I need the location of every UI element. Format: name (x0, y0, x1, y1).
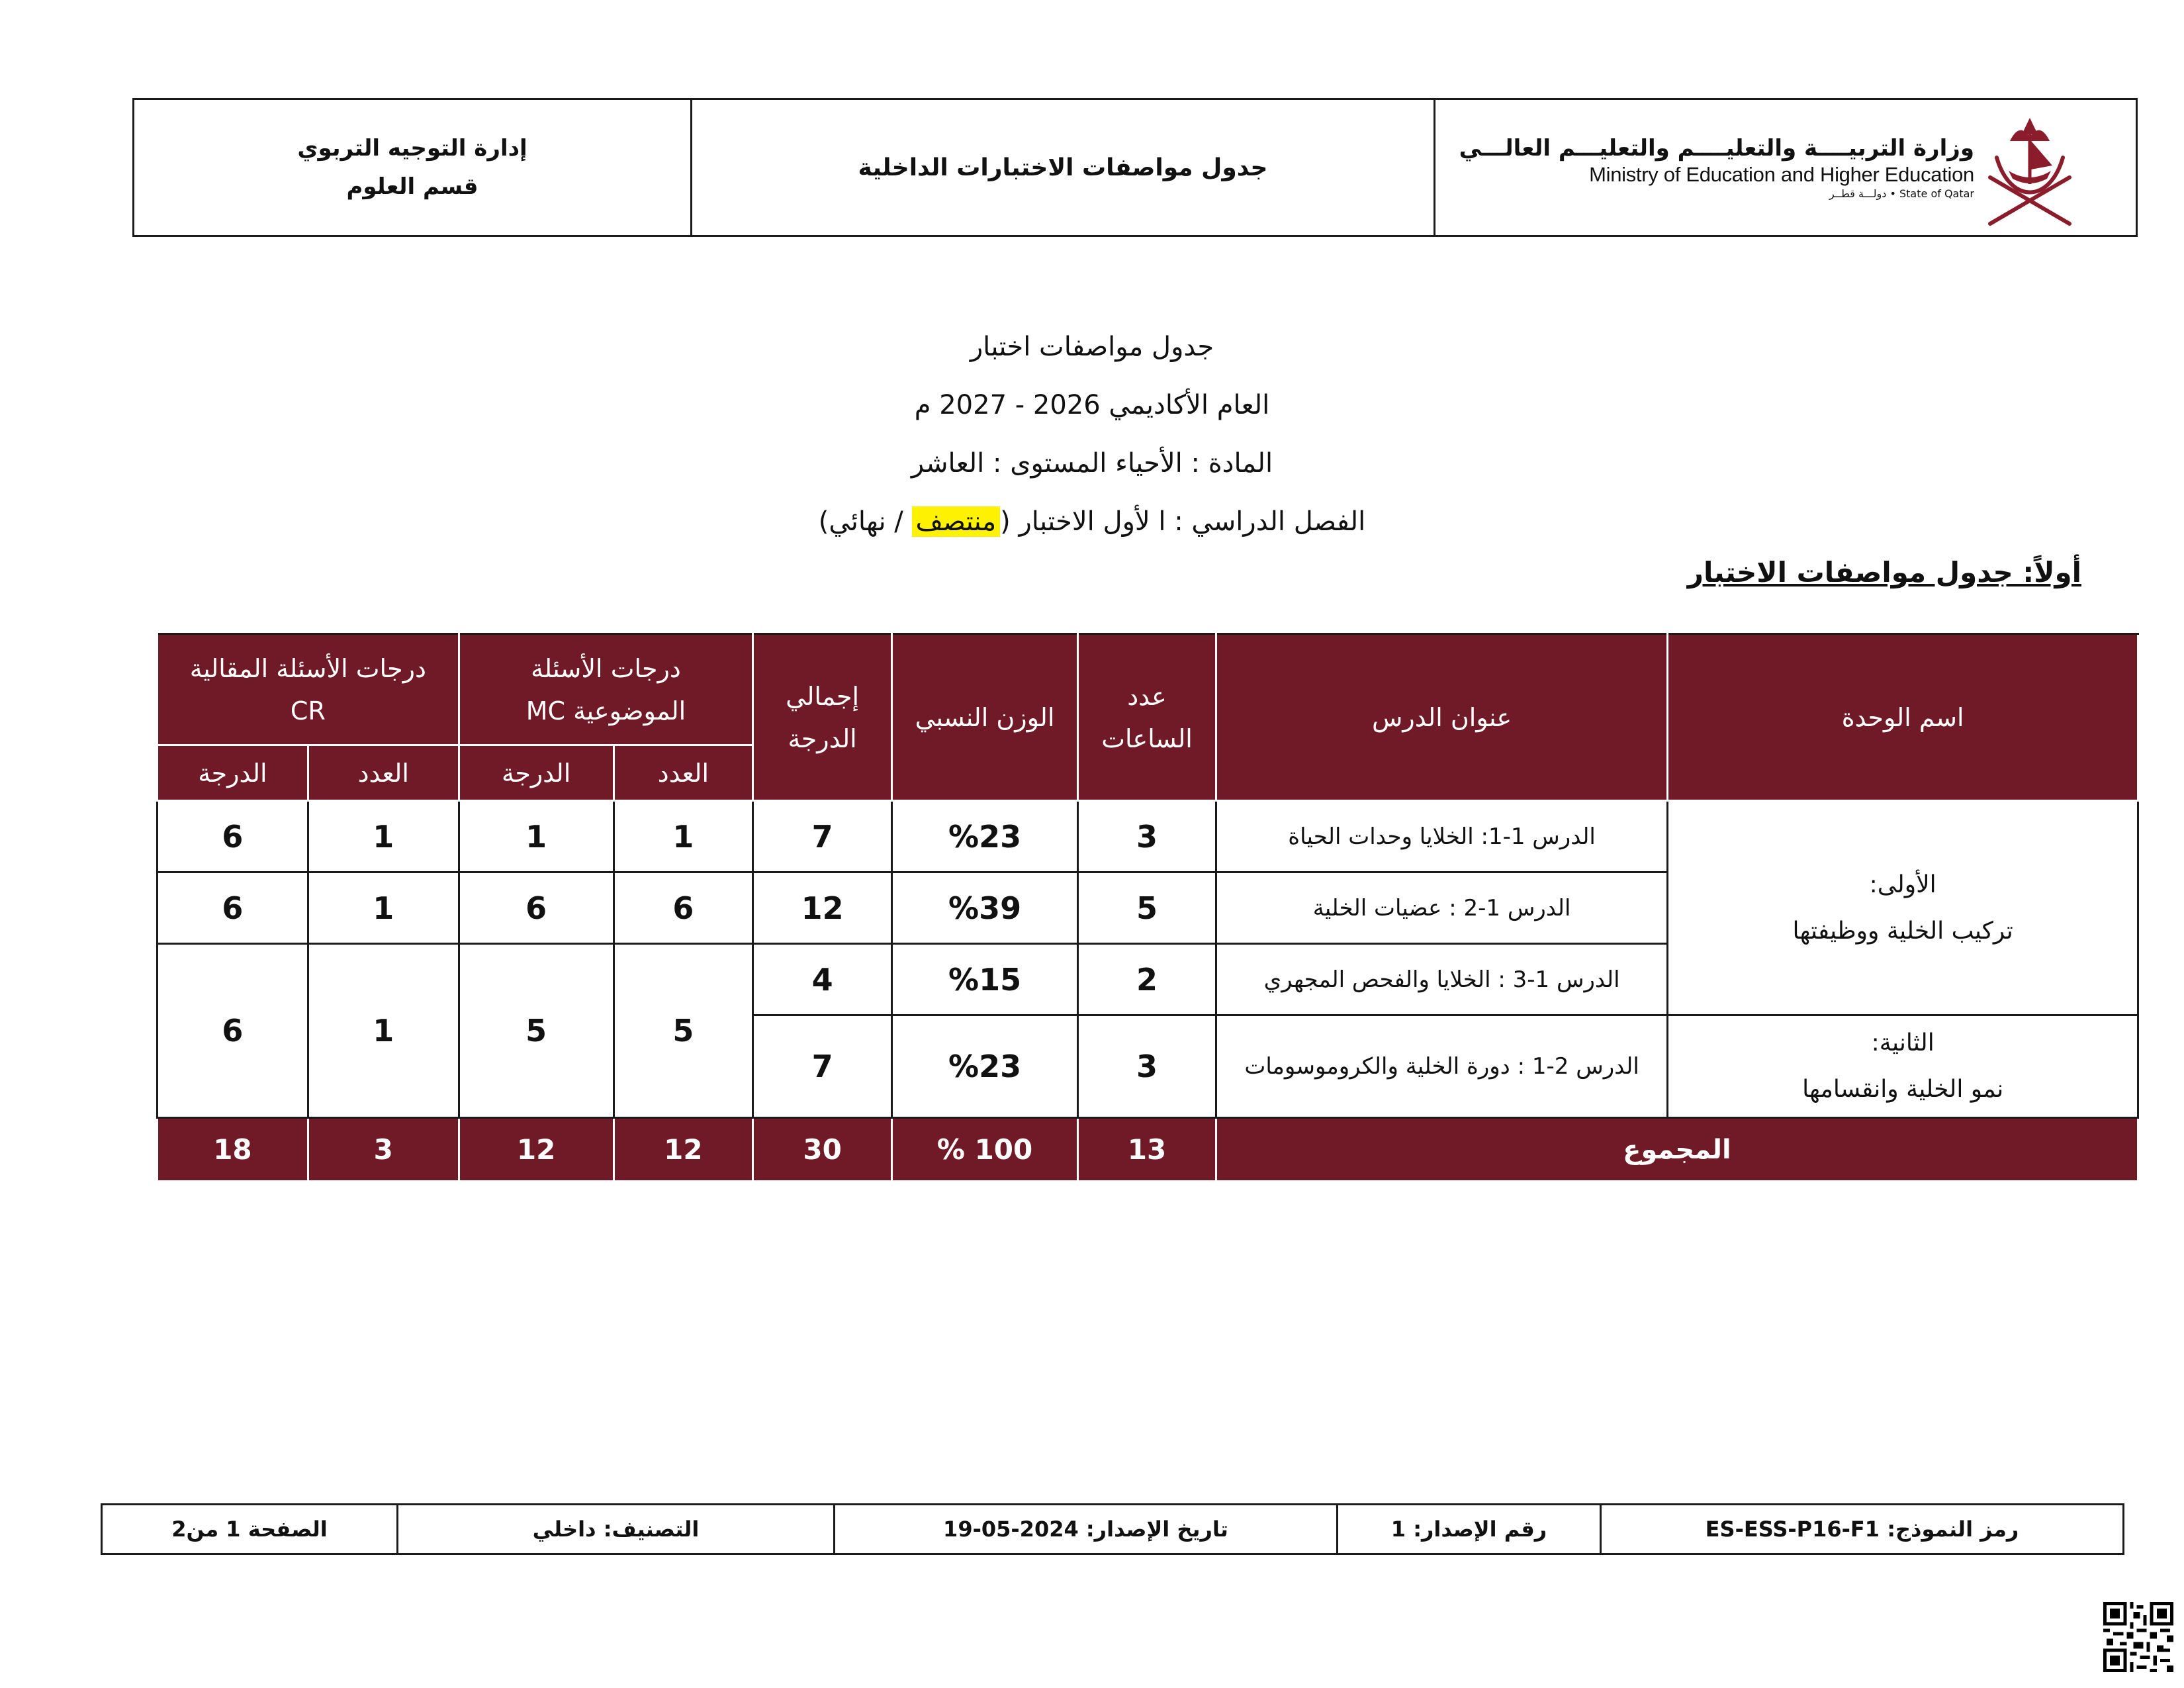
mc-count-value: 5 (614, 944, 753, 1118)
qr-code-icon (2103, 1602, 2173, 1672)
title-spec-table: جدول مواصفات اختبار (970, 332, 1214, 362)
total-grade-value: 7 (753, 1015, 892, 1118)
directorate-name: إدارة التوجيه التربوي (297, 135, 527, 162)
document-titles (0, 318, 2184, 551)
header-mc-grade: الدرجة (459, 745, 614, 801)
highlighted-exam-type: منتصف (912, 506, 1001, 537)
header-title: جدول مواصفات الاختبارات الداخلية (858, 154, 1268, 181)
total-grade-value: 12 (753, 872, 892, 944)
totals-hours: 13 (1078, 1118, 1216, 1182)
qatar-emblem-icon (1983, 105, 2076, 230)
cr-count-value: 1 (308, 944, 459, 1118)
table-row (158, 801, 2138, 872)
ministry-name-ar: وزارة التربيــــة والتعليــــم والتعليـــم العالـــي (1459, 135, 1974, 162)
lesson-title: الدرس 1-3 : الخلايا والفحص المجهري (1216, 944, 1667, 1015)
unit-cell: الثانية: نمو الخلية وانقسامها (1668, 1015, 2138, 1118)
totals-mc-count: 12 (614, 1118, 753, 1182)
mc-grade-value: 1 (459, 801, 614, 872)
header-cr: درجات الأسئلة المقالية CR (158, 634, 459, 745)
totals-row (158, 1118, 2138, 1182)
specification-table (156, 633, 2139, 1182)
totals-grade: 30 (753, 1118, 892, 1182)
document-header (132, 98, 2138, 237)
hours-value: 5 (1078, 872, 1216, 944)
totals-cr-count: 3 (308, 1118, 459, 1182)
total-grade-value: 4 (753, 944, 892, 1015)
totals-mc-grade: 12 (459, 1118, 614, 1182)
totals-label: المجموع (1216, 1118, 2138, 1182)
form-code: رمز النموذج: ES-ESS-P16-F1 (1601, 1505, 2124, 1554)
lesson-title: الدرس 2-1 : دورة الخلية والكروموسومات (1216, 1015, 1667, 1118)
header-mc: درجات الأسئلة الموضوعية MC (459, 634, 753, 745)
unit-cell: الأولى: تركيب الخلية ووظيفتها (1668, 801, 2138, 1015)
section-heading: أولاً: جدول مواصفات الاختبار (1687, 556, 2081, 588)
cr-grade-value: 6 (158, 944, 308, 1118)
totals-cr-grade: 18 (158, 1118, 308, 1182)
header-cr-count: العدد (308, 745, 459, 801)
ministry-logo-cell (1435, 100, 2136, 235)
ministry-logo-text (1459, 134, 1974, 201)
issue-date: تاريخ الإصدار: 2024-05-19 (835, 1505, 1338, 1554)
version-number: رقم الإصدار: 1 (1338, 1505, 1601, 1554)
header-center-cell (692, 100, 1435, 235)
hours-value: 3 (1078, 1015, 1216, 1118)
mc-grade-value: 5 (459, 944, 614, 1118)
semester-exam-text: الفصل الدراسي : ا لأول الاختبار ( (1000, 506, 1366, 537)
mc-count-value: 1 (614, 801, 753, 872)
document-footer (101, 1503, 2124, 1555)
header-total-grade: إجمالي الدرجة (753, 634, 892, 801)
cr-grade-value: 6 (158, 801, 308, 872)
totals-weight: 100 % (891, 1118, 1077, 1182)
cr-count-value: 1 (308, 872, 459, 944)
page-number: الصفحة 1 من2 (102, 1505, 398, 1554)
weight-value: %23 (891, 801, 1077, 872)
hours-value: 3 (1078, 801, 1216, 872)
title-subject-level: المادة : الأحياء المستوى : العاشر (911, 448, 1273, 479)
header-hours: عدد الساعات (1078, 634, 1216, 801)
classification: التصنيف: داخلي (398, 1505, 835, 1554)
weight-value: %23 (891, 1015, 1077, 1118)
directorate-cell (134, 100, 692, 235)
department-name: قسم العلوم (346, 173, 478, 200)
mc-grade-value: 6 (459, 872, 614, 944)
header-mc-count: العدد (614, 745, 753, 801)
hours-value: 2 (1078, 944, 1216, 1015)
title-semester-exam (0, 492, 2184, 551)
header-lesson: عنوان الدرس (1216, 634, 1667, 801)
lesson-title: الدرس 1-2 : عضيات الخلية (1216, 872, 1667, 944)
cr-grade-value: 6 (158, 872, 308, 944)
total-grade-value: 7 (753, 801, 892, 872)
header-weight: الوزن النسبي (891, 634, 1077, 801)
header-cr-grade: الدرجة (158, 745, 308, 801)
cr-count-value: 1 (308, 801, 459, 872)
lesson-title: الدرس 1-1: الخلايا وحدات الحياة (1216, 801, 1667, 872)
ministry-name-en: Ministry of Education and Higher Education (1589, 163, 1974, 186)
title-academic-year: العام الأكاديمي 2026 - 2027 م (914, 390, 1270, 420)
exam-type-rest: / نهائي) (818, 506, 912, 537)
state-name: State of Qatar • دولـــة قطــر (1829, 187, 1974, 200)
weight-value: %15 (891, 944, 1077, 1015)
header-unit: اسم الوحدة (1668, 634, 2138, 801)
weight-value: %39 (891, 872, 1077, 944)
mc-count-value: 6 (614, 872, 753, 944)
